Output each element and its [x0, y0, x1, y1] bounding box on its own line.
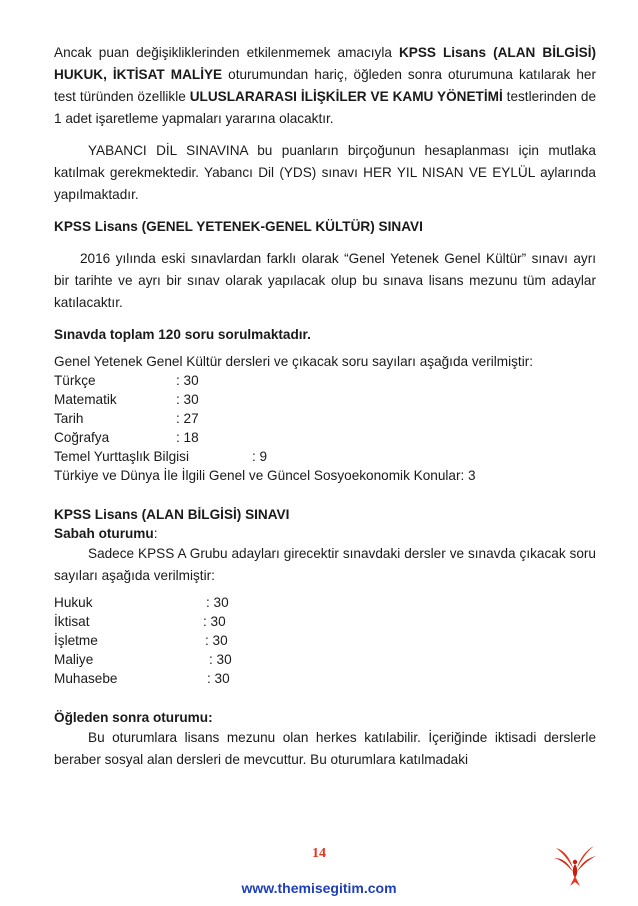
ab-subject-list — [54, 593, 596, 688]
list-item: Coğrafya : 18 — [54, 430, 199, 445]
intro-text-2: oturumundan hariç, öğleden sonra oturumuna katılarak her test türünden özellikle — [54, 67, 596, 104]
list-item: Matematik : 30 — [54, 392, 199, 407]
website-link[interactable]: www.themisegitim.com — [241, 880, 397, 896]
gk-heading: KPSS Lisans (GENEL YETENEK-GENEL KÜLTÜR) SINAVI — [54, 219, 423, 234]
intro-bold-1: KPSS Lisans (ALAN BİLGİSİ) HUKUK, İKTİSAT MALİYE — [54, 45, 596, 82]
page-number: 14 — [312, 846, 326, 861]
ab-heading: KPSS Lisans (ALAN BİLGİSİ) SINAVI — [54, 507, 290, 522]
list-item: Maliye : 30 — [54, 652, 232, 667]
list-item: Tarih : 27 — [54, 411, 199, 426]
gk-last-item: Türkiye ve Dünya İle İlgili Genel ve Güncel Sosyoekonomik Konular: 3 — [54, 468, 476, 483]
list-item: Hukuk : 30 — [54, 595, 229, 610]
intro-text-1: Ancak puan değişikliklerinden etkilenmemek amacıyla — [54, 45, 399, 60]
ab-morning-label-line: Sabah oturumu: — [54, 526, 158, 541]
list-item: İşletme : 30 — [54, 633, 228, 648]
red-eagle-logo-icon — [552, 840, 598, 890]
language-exam-paragraph: YABANCI DİL SINAVINA bu puanların birçoğunun hesaplanması için mutlaka katılmak gerekmektedir. Yabancı Dil (YDS) sınavı HER YIL NISAN VE EYLÜL aylarında yapılmaktadır. — [54, 143, 596, 202]
ab-afternoon-text: Bu oturumlara lisans mezunu olan herkes katılabilir. İçeriğinde iktisadi derslerle beraber sosyal alan dersleri de mevcuttur. Bu oturumlara katılmadaki — [54, 730, 596, 767]
document-page — [54, 42, 596, 771]
gk-intro: Genel Yetenek Genel Kültür dersleri ve çıkacak soru sayıları aşağıda verilmiştir: — [54, 354, 534, 369]
list-item: İktisat : 30 — [54, 614, 226, 629]
intro-text-3: testlerinden de 1 adet işaretleme yapmaları yararına olacaktır. — [54, 89, 597, 126]
list-item: Muhasebe : 30 — [54, 671, 230, 686]
gk-total-questions: Sınavda toplam 120 soru sorulmaktadır. — [54, 327, 311, 342]
intro-paragraph — [54, 42, 596, 130]
gk-subject-list — [54, 352, 596, 485]
ab-afternoon-label: Öğleden sonra oturumu: — [54, 710, 213, 725]
ab-morning-text: Sadece KPSS A Grubu adayları girecektir sınavdaki dersler ve sınavda çıkacak soru sayıları aşağıda verilmiştir: — [54, 546, 596, 583]
list-item: Türkçe : 30 — [54, 373, 199, 388]
list-item: Temel Yurttaşlık Bilgisi : 9 — [54, 449, 268, 464]
ab-morning-label: Sabah oturumu — [54, 526, 154, 541]
intro-bold-2: ULUSLARARASI İLİŞKİLER VE KAMU YÖNETİMİ — [189, 89, 503, 104]
gk-paragraph: 2016 yılında eski sınavlardan farklı olarak “Genel Yetenek Genel Kültür” sınavı ayrı bir tarihte ve ayrı bir sınav olarak yapılacak olup bu sınava lisans mezunu tüm adaylar katılacaktır. — [54, 251, 596, 310]
